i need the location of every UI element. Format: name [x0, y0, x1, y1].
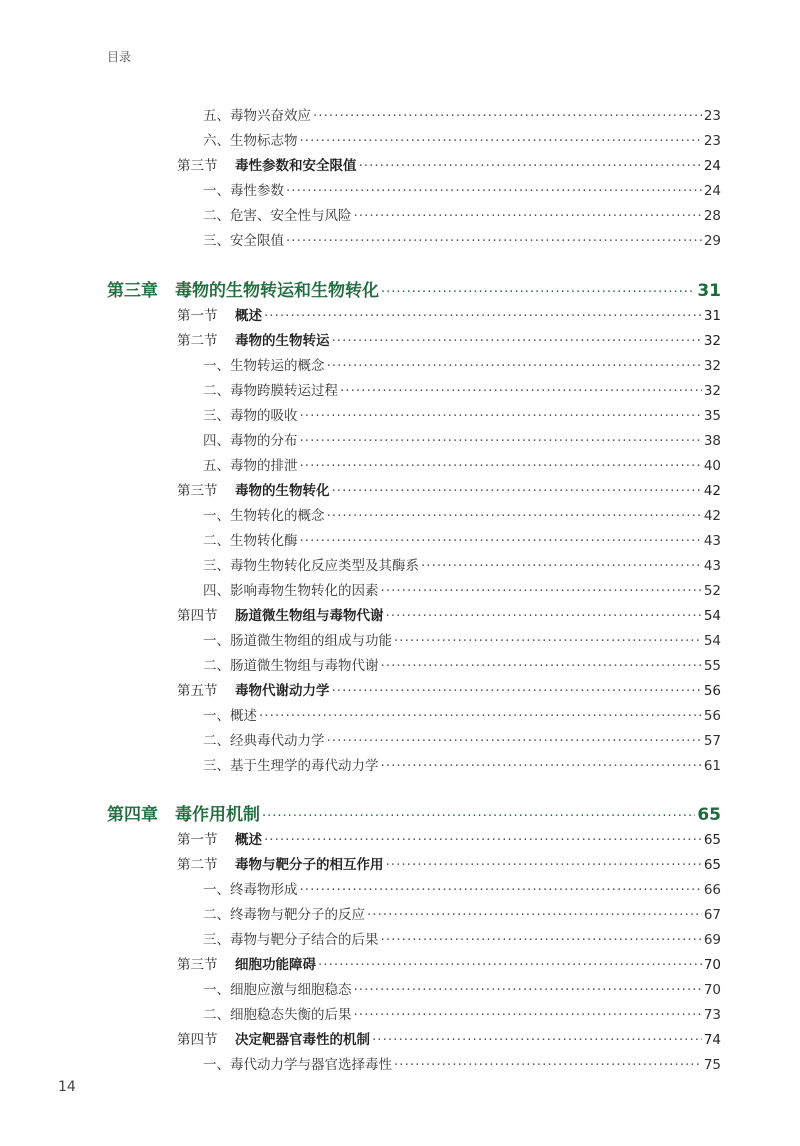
toc-entry-number: 第二节	[177, 857, 218, 873]
toc-leader-dots	[332, 483, 702, 499]
toc-section	[177, 953, 721, 973]
toc-leader-dots	[381, 658, 702, 674]
toc-section	[177, 1028, 721, 1048]
toc-entry-label: 六、生物标志物	[203, 133, 298, 149]
toc-subsection	[203, 554, 721, 574]
toc-entry-label	[177, 479, 330, 499]
toc-leader-dots	[262, 809, 695, 824]
toc-entry-label: 二、生物转化酶	[203, 533, 298, 549]
toc-entry-label: 四、毒物的分布	[203, 433, 298, 449]
toc-section	[177, 828, 721, 848]
toc-subsection	[203, 928, 721, 948]
toc-entry-label: 二、终毒物与靶分子的反应	[203, 907, 365, 923]
toc-entry-label: 二、肠道微生物组与毒物代谢	[203, 658, 379, 674]
toc-entry-title: 毒作用机制	[175, 805, 260, 825]
toc-page-number: 28	[703, 208, 721, 224]
toc-leader-dots	[332, 333, 702, 349]
toc-page-number: 43	[703, 558, 721, 574]
toc-leader-dots	[354, 982, 702, 998]
toc-subsection	[203, 978, 721, 998]
toc-leader-dots	[421, 558, 702, 574]
toc-page-number: 23	[703, 108, 721, 124]
toc-page-number: 69	[703, 932, 721, 948]
toc-leader-dots	[327, 508, 702, 524]
toc-page-number: 38	[703, 433, 721, 449]
toc-page-number: 31	[697, 281, 721, 301]
toc-leader-dots	[354, 1007, 702, 1023]
toc-section	[177, 304, 721, 324]
toc-entry-title: 概述	[235, 832, 262, 848]
toc-entry-label	[177, 329, 330, 349]
toc-page-number: 23	[703, 133, 721, 149]
toc-subsection	[203, 903, 721, 923]
toc-leader-dots	[386, 608, 702, 624]
toc-section	[177, 679, 721, 699]
toc-entry-label: 一、终毒物形成	[203, 882, 298, 898]
toc-page-number: 65	[703, 832, 721, 848]
toc-leader-dots	[381, 932, 702, 948]
toc-subsection	[203, 529, 721, 549]
toc-leader-dots	[286, 183, 702, 199]
running-header: 目录	[107, 50, 132, 64]
toc-entry-label: 一、毒性参数	[203, 183, 284, 199]
toc-page-number: 56	[703, 708, 721, 724]
toc-section	[177, 154, 721, 174]
toc-entry-label: 三、安全限值	[203, 233, 284, 249]
toc-leader-dots	[381, 285, 695, 300]
toc-entry-label: 四、影响毒物生物转化的因素	[203, 583, 379, 599]
toc-leader-dots	[372, 1032, 702, 1048]
toc-entry-title: 决定靶器官毒性的机制	[235, 1032, 370, 1048]
toc-leader-dots	[394, 1057, 702, 1073]
toc-entry-title: 毒性参数和安全限值	[235, 158, 357, 174]
toc-leader-dots	[386, 857, 702, 873]
toc-entry-label: 二、经典毒代动力学	[203, 733, 325, 749]
toc-entry-number: 第三节	[177, 483, 218, 499]
toc-page-number: 24	[703, 158, 721, 174]
toc-leader-dots	[300, 408, 702, 424]
toc-leader-dots	[300, 133, 702, 149]
toc-subsection	[203, 104, 721, 124]
toc-subsection	[203, 878, 721, 898]
toc-leader-dots	[286, 233, 702, 249]
toc-page-number: 32	[703, 358, 721, 374]
toc-page-number: 55	[703, 658, 721, 674]
toc-page-number: 70	[703, 982, 721, 998]
toc-entry-label	[177, 679, 330, 699]
toc-leader-dots	[300, 882, 702, 898]
toc-entry-label: 三、毒物与靶分子结合的后果	[203, 932, 379, 948]
toc-leader-dots	[332, 683, 702, 699]
toc-entry-label: 一、生物转运的概念	[203, 358, 325, 374]
toc-leader-dots	[327, 358, 702, 374]
toc-subsection	[203, 654, 721, 674]
toc-entry-number: 第三节	[177, 158, 218, 174]
toc-subsection	[203, 129, 721, 149]
toc-subsection	[203, 704, 721, 724]
toc-page-number: 67	[703, 907, 721, 923]
toc-entry-label: 一、细胞应激与细胞稳态	[203, 982, 352, 998]
toc-page-number: 32	[703, 383, 721, 399]
toc-subsection	[203, 579, 721, 599]
toc-subsection	[203, 629, 721, 649]
toc-leader-dots	[313, 108, 702, 124]
toc-entry-label	[177, 304, 262, 324]
toc-entry-number: 第二节	[177, 333, 218, 349]
toc-page-number: 57	[703, 733, 721, 749]
toc-entry-label: 三、毒物的吸收	[203, 408, 298, 424]
toc-page-number: 65	[697, 805, 721, 825]
toc-subsection	[203, 429, 721, 449]
page-number: 14	[58, 1079, 76, 1095]
toc-page-number: 52	[703, 583, 721, 599]
toc-subsection	[203, 354, 721, 374]
toc-subsection	[203, 504, 721, 524]
toc-section	[177, 853, 721, 873]
toc-section	[177, 604, 721, 624]
toc-entry-number: 第四节	[177, 1032, 218, 1048]
toc-page-number: 32	[703, 333, 721, 349]
toc-subsection	[203, 179, 721, 199]
toc-entry-number: 第四章	[107, 805, 158, 825]
toc-page-number: 54	[703, 633, 721, 649]
toc-subsection	[203, 729, 721, 749]
toc-subsection	[203, 204, 721, 224]
toc-page-number: 74	[703, 1032, 721, 1048]
toc-entry-label: 二、细胞稳态失衡的后果	[203, 1007, 352, 1023]
toc-entry-title: 肠道微生物组与毒物代谢	[235, 608, 384, 624]
toc-subsection	[203, 379, 721, 399]
toc-subsection	[203, 754, 721, 774]
toc-entry-label: 三、基于生理学的毒代动力学	[203, 758, 379, 774]
toc-entry-label	[107, 276, 379, 301]
toc-entry-title: 概述	[235, 308, 262, 324]
toc-leader-dots	[327, 733, 702, 749]
toc-entry-title: 毒物与靶分子的相互作用	[235, 857, 384, 873]
toc-page-number: 66	[703, 882, 721, 898]
toc-chapter	[107, 800, 721, 825]
toc-entry-label	[177, 953, 316, 973]
toc-entry-label	[177, 828, 262, 848]
toc-page-number: 42	[703, 483, 721, 499]
toc-page-number: 24	[703, 183, 721, 199]
toc-leader-dots	[381, 758, 702, 774]
toc-page-number: 73	[703, 1007, 721, 1023]
toc-section	[177, 329, 721, 349]
toc-entry-label	[177, 853, 384, 873]
toc-page-number: 65	[703, 857, 721, 873]
toc-page-number: 75	[703, 1057, 721, 1073]
toc-subsection	[203, 1003, 721, 1023]
toc-entry-label	[107, 800, 260, 825]
toc-page-number: 31	[703, 308, 721, 324]
toc-entry-label: 一、肠道微生物组的组成与功能	[203, 633, 392, 649]
toc-leader-dots	[354, 208, 702, 224]
toc-page-number: 56	[703, 683, 721, 699]
toc-entry-number: 第四节	[177, 608, 218, 624]
toc-entry-label: 一、概述	[203, 708, 257, 724]
toc-entry-title: 毒物的生物转化	[235, 483, 330, 499]
toc-page-number: 42	[703, 508, 721, 524]
toc-entry-label	[177, 604, 384, 624]
toc-entry-title: 毒物的生物转运和生物转化	[175, 281, 379, 301]
toc-page-number: 29	[703, 233, 721, 249]
toc-subsection	[203, 404, 721, 424]
toc-leader-dots	[340, 383, 702, 399]
toc-entry-label: 一、毒代动力学与器官选择毒性	[203, 1057, 392, 1073]
toc-entry-label: 一、生物转化的概念	[203, 508, 325, 524]
toc-leader-dots	[359, 158, 702, 174]
toc-entry-title: 毒物的生物转运	[235, 333, 330, 349]
toc-entry-label	[177, 1028, 370, 1048]
toc-leader-dots	[259, 708, 702, 724]
toc-page-number: 35	[703, 408, 721, 424]
toc-entry-number: 第一节	[177, 308, 218, 324]
toc-entry-number: 第一节	[177, 832, 218, 848]
toc-page-number: 70	[703, 957, 721, 973]
toc-section	[177, 479, 721, 499]
toc-leader-dots	[300, 458, 702, 474]
toc-page-number: 40	[703, 458, 721, 474]
toc-page-number: 61	[703, 758, 721, 774]
toc-leader-dots	[264, 308, 702, 324]
toc-entry-label: 二、危害、安全性与风险	[203, 208, 352, 224]
toc-leader-dots	[318, 957, 702, 973]
toc-subsection	[203, 454, 721, 474]
toc-entry-label: 五、毒物的排泄	[203, 458, 298, 474]
toc-chapter	[107, 276, 721, 301]
toc-leader-dots	[381, 583, 702, 599]
toc-entry-label: 五、毒物兴奋效应	[203, 108, 311, 124]
toc-leader-dots	[264, 832, 702, 848]
toc-subsection	[203, 1053, 721, 1073]
toc-entry-title: 细胞功能障碍	[235, 957, 316, 973]
toc-entry-title: 毒物代谢动力学	[235, 683, 330, 699]
toc-subsection	[203, 229, 721, 249]
toc-page-number: 43	[703, 533, 721, 549]
toc-entry-number: 第三章	[107, 281, 158, 301]
toc-leader-dots	[300, 533, 702, 549]
toc-entry-number: 第五节	[177, 683, 218, 699]
toc-page-number: 54	[703, 608, 721, 624]
toc-entry-label: 二、毒物跨膜转运过程	[203, 383, 338, 399]
toc-leader-dots	[300, 433, 702, 449]
toc-leader-dots	[394, 633, 702, 649]
toc-entry-number: 第三节	[177, 957, 218, 973]
toc-leader-dots	[367, 907, 702, 923]
toc-entry-label: 三、毒物生物转化反应类型及其酶系	[203, 558, 419, 574]
toc-entry-label	[177, 154, 357, 174]
